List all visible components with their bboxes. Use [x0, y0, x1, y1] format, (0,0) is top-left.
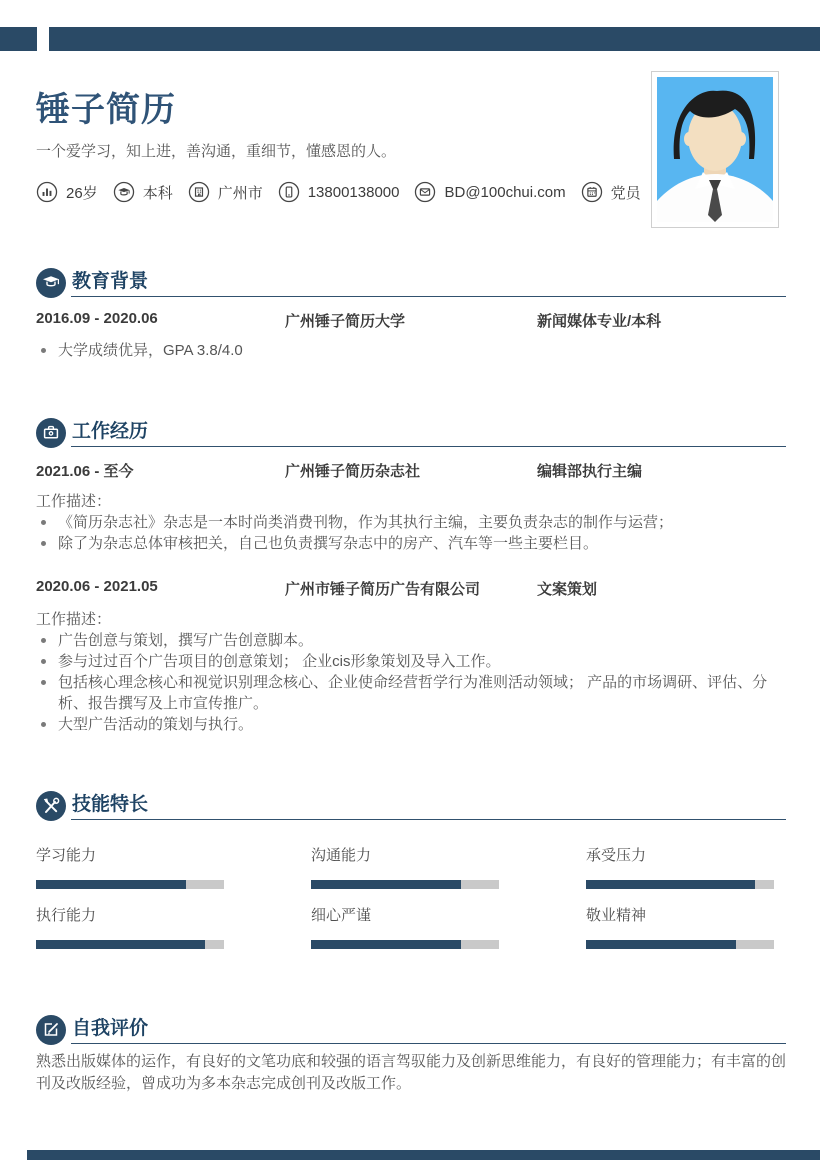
- list-item: 参与过过百个广告项目的创意策划； 企业cis形象策划及导入工作。: [36, 651, 788, 672]
- party-member-icon: [581, 181, 603, 203]
- list-item: 广告创意与策划，撰写广告创意脚本。: [36, 630, 788, 651]
- bullet-dot-icon: [41, 520, 46, 525]
- tools-icon: [36, 791, 66, 821]
- education-period: 2016.09 - 2020.06: [36, 310, 158, 327]
- top-accent-square: [0, 27, 37, 51]
- work-desc-label-2: 工作描述：: [36, 611, 112, 628]
- skill-item: 学习能力: [36, 847, 224, 889]
- self-evaluation-section-title: 自我评价: [72, 1018, 149, 1039]
- skill-item: 执行能力: [36, 907, 224, 949]
- info-party-text: 党员: [610, 184, 641, 202]
- info-age: [36, 181, 98, 203]
- info-email: [414, 181, 565, 203]
- skill-bar-track: [311, 880, 499, 889]
- tagline: 一个爱学习，知上进，善沟通，重细节，懂感恩的人。: [36, 143, 397, 160]
- skills-section-title: 技能特长: [72, 794, 149, 815]
- edit-note-icon: [36, 1015, 66, 1045]
- skill-bar-fill: [311, 880, 461, 889]
- education-major: 新闻媒体专业/本科: [537, 313, 662, 330]
- degree-icon: [113, 181, 135, 203]
- list-item: 包括核心理念核心和视觉识别理念核心、企业使命经营哲学行为准则活动领域； 产品的市场调研、评估、分析、报告撰写及上市宣传推广。: [36, 672, 788, 714]
- top-accent-bar: [49, 27, 820, 51]
- info-phone-text: 13800138000: [307, 183, 400, 201]
- education-section-header: [36, 266, 786, 297]
- info-age-text: 26岁: [66, 184, 98, 202]
- info-degree: [113, 181, 173, 203]
- list-item: 大型广告活动的策划与执行。: [36, 714, 788, 735]
- skill-item: 敬业精神: [586, 907, 774, 949]
- age-chart-icon: [36, 181, 58, 203]
- skill-bar-track: [311, 940, 499, 949]
- personal-info-row: [36, 179, 641, 205]
- skill-bar-track: [36, 880, 224, 889]
- work-entry-row-1: [36, 460, 786, 481]
- work-entry-row-2: [36, 578, 786, 599]
- list-item: 大学成绩优异，GPA 3.8/4.0: [36, 340, 788, 361]
- bullet-dot-icon: [41, 541, 46, 546]
- skill-bar-track: [586, 880, 774, 889]
- skill-bar-fill: [586, 880, 755, 889]
- skill-bar-fill: [586, 940, 736, 949]
- list-item: 除了为杂志总体审核把关，自己也负责撰写杂志中的房产、汽车等一些主要栏目。: [36, 533, 788, 554]
- skill-item: 沟通能力: [311, 847, 499, 889]
- work-period: 2020.06 - 2021.05: [36, 578, 158, 595]
- work-section-title: 工作经历: [72, 421, 149, 442]
- phone-icon: [278, 181, 300, 203]
- skill-item: 承受压力: [586, 847, 774, 889]
- skill-bar-fill: [36, 880, 186, 889]
- bullet-dot-icon: [41, 638, 46, 643]
- skills-section-header: [36, 789, 786, 820]
- skill-item: 细心严谨: [311, 907, 499, 949]
- skill-bar-fill: [311, 940, 461, 949]
- info-email-text: BD@100chui.com: [444, 183, 566, 201]
- skill-bar-track: [36, 940, 224, 949]
- info-phone: [278, 181, 400, 203]
- self-evaluation-section-header: [36, 1013, 786, 1044]
- bottom-accent-bar: [27, 1150, 820, 1160]
- graduation-cap-icon: [36, 268, 66, 298]
- info-city: [188, 181, 263, 203]
- bullet-dot-icon: [41, 348, 46, 353]
- work-period: 2021.06 - 至今: [36, 463, 134, 480]
- work-bullets-2: [36, 630, 788, 735]
- skill-bar-fill: [36, 940, 205, 949]
- self-evaluation-text: 熟悉出版媒体的运作，有良好的文笔功底和较强的语言驾驭能力及创新思维能力，有良好的管理能力；有丰富的创刊及改版经验，曾成功为多本杂志完成创刊及改版工作。: [36, 1053, 787, 1092]
- work-company: 广州市锤子简历广告有限公司: [285, 581, 481, 598]
- skill-bar-track: [586, 940, 774, 949]
- education-entry-row: [36, 310, 786, 331]
- info-party: [581, 181, 641, 203]
- info-degree-text: 本科: [142, 184, 173, 202]
- resume-title: 锤子简历: [36, 91, 176, 129]
- list-item: 《简历杂志社》杂志是一本时尚类消费刊物，作为其执行主编，主要负责杂志的制作与运营；: [36, 512, 788, 533]
- work-desc-label-1: 工作描述：: [36, 493, 112, 510]
- bullet-dot-icon: [41, 659, 46, 664]
- email-icon: [414, 181, 436, 203]
- education-section-title: 教育背景: [72, 271, 149, 292]
- education-school: 广州锤子简历大学: [285, 313, 406, 330]
- info-city-text: 广州市: [217, 184, 263, 202]
- work-section-header: [36, 416, 786, 447]
- skills-grid: [36, 847, 774, 949]
- bullet-dot-icon: [41, 722, 46, 727]
- work-company: 广州锤子简历杂志社: [285, 463, 421, 480]
- work-role: 文案策划: [537, 581, 598, 598]
- work-role: 编辑部执行主编: [537, 463, 643, 480]
- briefcase-icon: [36, 418, 66, 448]
- education-bullets: [36, 340, 788, 361]
- city-icon: [188, 181, 210, 203]
- work-bullets-1: [36, 512, 788, 554]
- bullet-dot-icon: [41, 680, 46, 685]
- profile-photo: [651, 71, 779, 228]
